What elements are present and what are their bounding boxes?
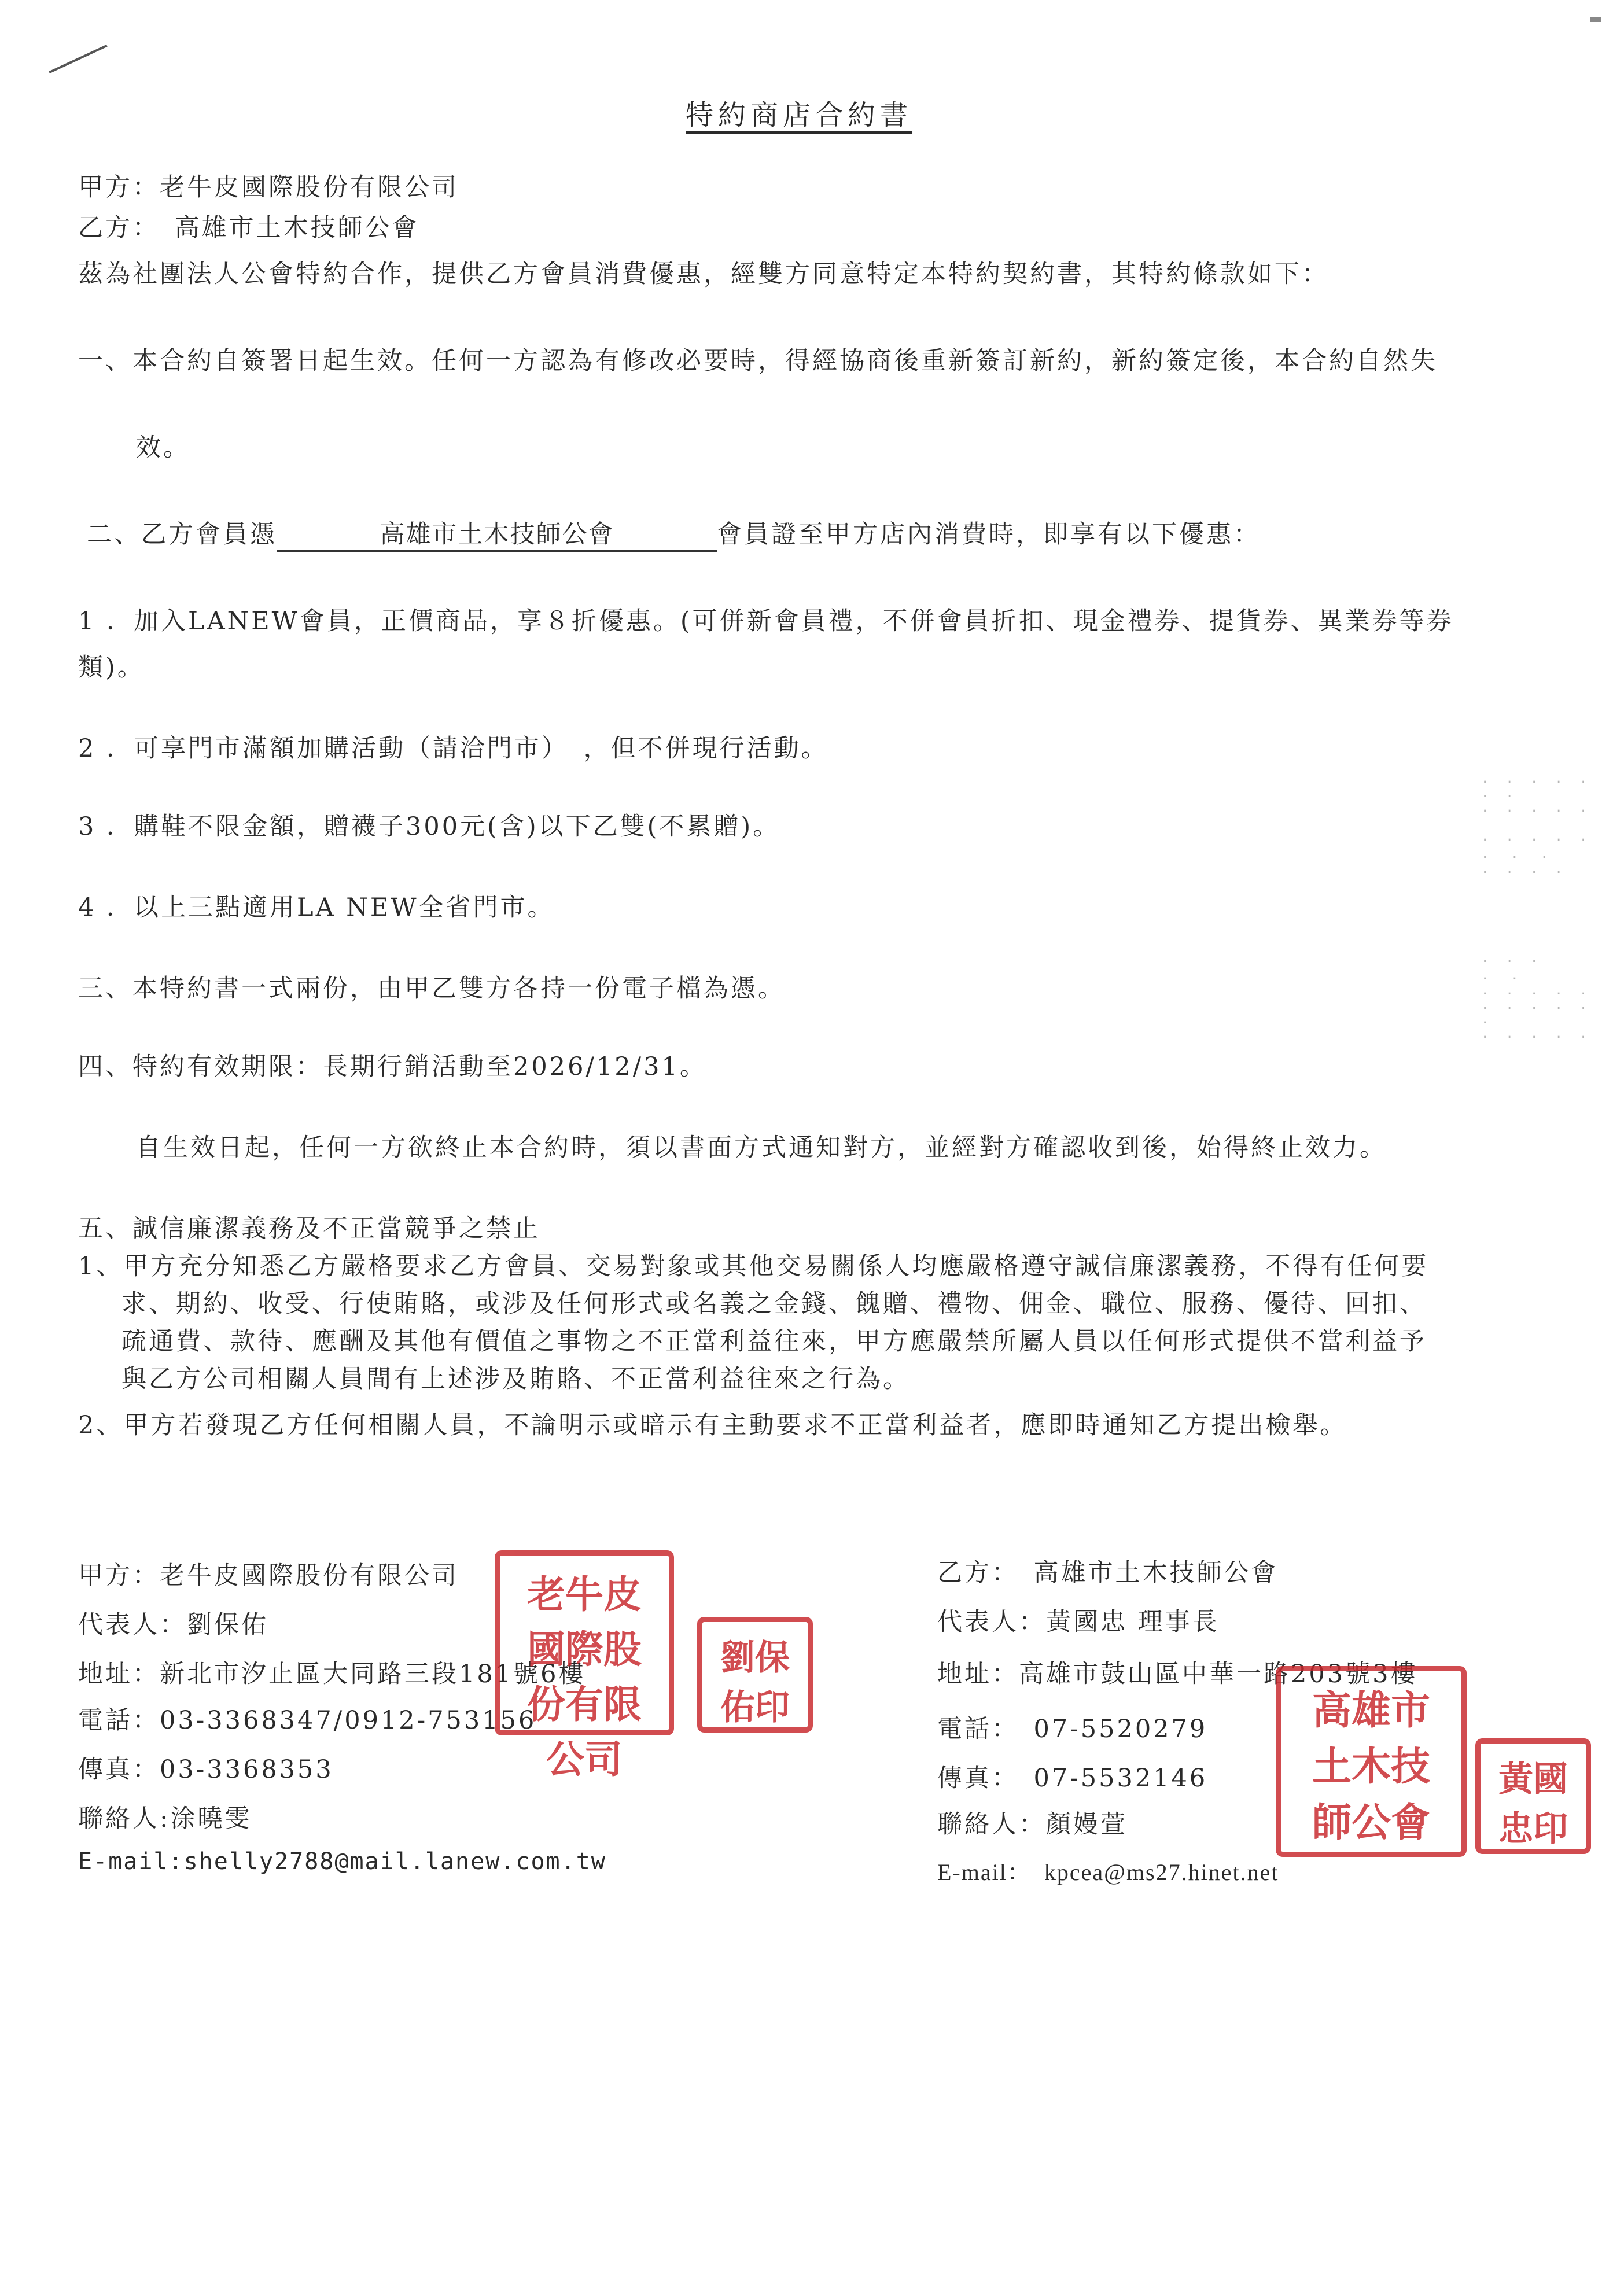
seal-text: 國際股 xyxy=(527,1627,642,1672)
scan-artifact: · · · · · · · · · · · · · · · · · · · · · xyxy=(1481,954,1592,1045)
party-a-contact: 聯絡人:涂曉雯 xyxy=(78,1804,252,1833)
party-a-representative-seal xyxy=(697,1617,813,1733)
member-name-blank: 高雄市土木技師公會 xyxy=(277,515,717,552)
clause5-item1-line1: 1、甲方充分知悉乙方嚴格要求乙方會員、交易對象或其他交易關係人均應嚴格遵守誠信廉潔義務，不得有任何要 xyxy=(78,1252,1429,1281)
seal-text: 忠印 xyxy=(1498,1809,1568,1849)
party-b-representative-seal xyxy=(1475,1738,1591,1854)
clause2 xyxy=(87,515,1261,552)
pen-mark xyxy=(49,45,107,73)
clause5-heading: 五、誠信廉潔義務及不正當競爭之禁止 xyxy=(78,1214,540,1243)
party-b-contact: 聯絡人：顏嫚萱 xyxy=(937,1810,1128,1839)
benefit-item-2: 2 ．可享門市滿額加購活動（請洽門市） ，但不併現行活動。 xyxy=(78,734,828,763)
seal-text: 老牛皮 xyxy=(527,1572,642,1617)
clause1-line1: 一、本合約自簽署日起生效。任何一方認為有修改必要時，得經協商後重新簽訂新約，新約簽定後，本合約自然失 xyxy=(78,347,1438,375)
seal-text: 高雄市 xyxy=(1312,1687,1430,1734)
seal-text: 黃國 xyxy=(1498,1759,1568,1800)
benefit-item-1-line2: 類)。 xyxy=(78,653,145,682)
document-title: 特約商店合約書 xyxy=(686,99,913,131)
clause2-prefix: 二、乙方會員憑 xyxy=(87,520,277,549)
corner-mark xyxy=(1590,17,1601,22)
scan-artifact: · · · · · · · · · · · · · · · · · · · · · · · · xyxy=(1481,775,1592,880)
clause5-item1-line4: 與乙方公司相關人員間有上述涉及賄賂、不正當利益往來之行為。 xyxy=(121,1365,910,1394)
seal-text: 劉保 xyxy=(720,1638,790,1678)
clause1-line2: 效。 xyxy=(136,433,190,462)
clause3: 三、本特約書一式兩份，由甲乙雙方各持一份電子檔為憑。 xyxy=(78,974,785,1003)
party-a-company-seal xyxy=(495,1550,674,1782)
benefit-item-4: 4 ．以上三點適用LA NEW全省門市。 xyxy=(78,893,555,922)
party-b-email: E-mail： kpcea@ms27.hinet.net xyxy=(937,1859,1279,1885)
party-b-line: 乙方： 高雄市土木技師公會 xyxy=(78,213,419,242)
party-b-fax: 傳真： 07-5532146 xyxy=(937,1764,1208,1793)
seal-text: 份有限 xyxy=(527,1682,642,1727)
clause5-item1-line2: 求、期約、收受、行使賄賂，或涉及任何形式或名義之金錢、餽贈、禮物、佣金、職位、服務、優待、回扣、 xyxy=(121,1289,1427,1318)
clause2-suffix: 會員證至甲方店內消費時，即享有以下優惠： xyxy=(717,520,1261,549)
party-b-name: 乙方： 高雄市土木技師公會 xyxy=(937,1560,1279,1587)
intro-paragraph: 茲為社團法人公會特約合作，提供乙方會員消費優惠，經雙方同意特定本特約契約書，其特約條款如下： xyxy=(78,260,1329,289)
party-b-phone: 電話： 07-5520279 xyxy=(937,1715,1208,1744)
clause4: 四、特約有效期限：長期行銷活動至2026/12/31。 xyxy=(78,1052,707,1081)
party-b-address: 地址：高雄市鼓山區中華一路203號3樓 xyxy=(937,1660,1418,1689)
seal-text: 佑印 xyxy=(720,1687,790,1728)
benefit-item-3: 3 ．購鞋不限金額，贈襪子300元(含)以下乙雙(不累贈)。 xyxy=(78,812,780,841)
party-b-rep: 代表人：黃國忠 理事長 xyxy=(937,1608,1220,1637)
party-a-line: 甲方：老牛皮國際股份有限公司 xyxy=(78,173,459,202)
party-b-association-seal xyxy=(1276,1666,1467,1857)
clause5-item2: 2、甲方若發現乙方任何相關人員，不論明示或暗示有主動要求不正當利益者，應即時通知乙方提出檢舉。 xyxy=(78,1411,1347,1440)
seal-text: 師公會 xyxy=(1312,1800,1430,1846)
party-a-phone: 電話：03-3368347/0912-753156 xyxy=(78,1706,537,1735)
party-a-email: E-mail:shelly2788@mail.lanew.com.tw xyxy=(78,1848,606,1875)
party-a-address: 地址：新北市汐止區大同路三段181號6樓 xyxy=(78,1660,586,1689)
party-a-fax: 傳真：03-3368353 xyxy=(78,1755,334,1784)
benefit-item-1-line1: 1 ．加入LANEW會員，正價商品，享８折優惠。(可併新會員禮，不併會員折扣、現金禮券、提貨券、異業券等券 xyxy=(78,607,1454,636)
clause5-item1-line3: 疏通費、款待、應酬及其他有價值之事物之不正當利益往來，甲方應嚴禁所屬人員以任何形式提供不當利益予 xyxy=(121,1327,1427,1356)
seal-text: 公司 xyxy=(546,1737,623,1782)
termination-paragraph: 自生效日起，任何一方欲終止本合約時，須以書面方式通知對方，並經對方確認收到後，始得終止效力。 xyxy=(136,1133,1387,1162)
seal-text: 土木技 xyxy=(1312,1744,1430,1790)
party-a-name: 甲方：老牛皮國際股份有限公司 xyxy=(78,1561,459,1590)
party-a-rep: 代表人：劉保佑 xyxy=(78,1610,268,1639)
